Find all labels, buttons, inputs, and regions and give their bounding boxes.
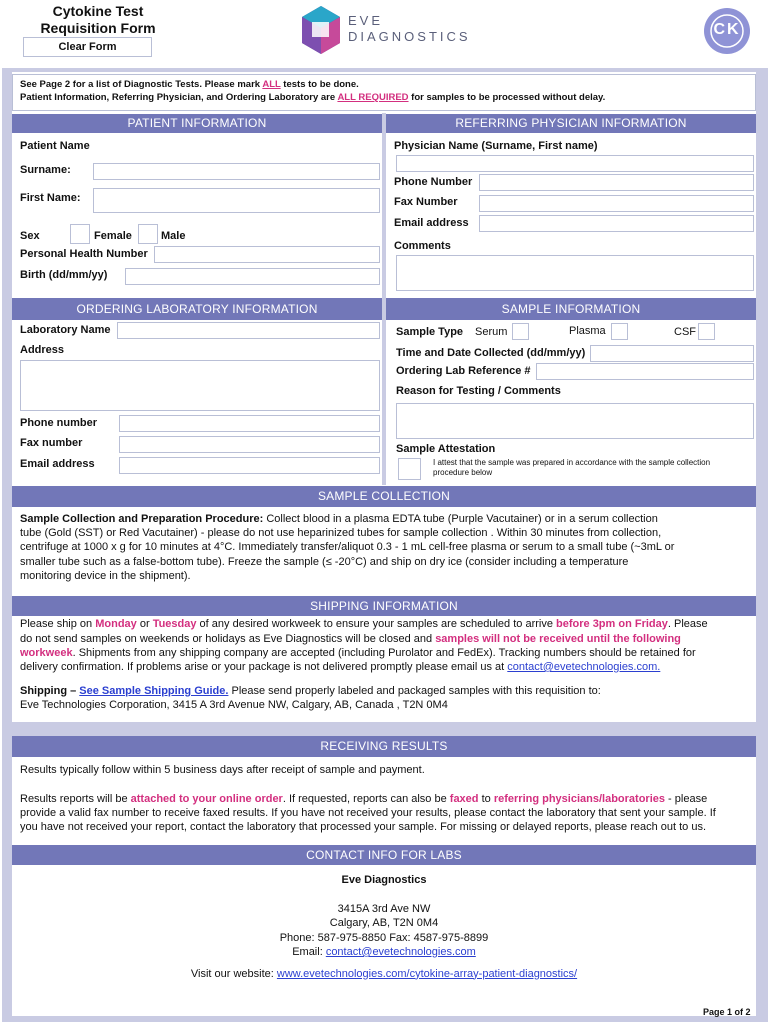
sex-label: Sex (20, 230, 40, 242)
contact-phone: Phone: 587-975-8850 Fax: 4587-975-8899 (279, 931, 489, 944)
notice-line-1: See Page 2 for a list of Diagnostic Tests. Please mark ALL tests to be done. (20, 79, 359, 90)
clear-form-button[interactable]: Clear Form (23, 37, 152, 57)
reason-input[interactable] (396, 403, 754, 439)
shipping-email-link[interactable]: contact@evetechnologies.com. (507, 661, 661, 673)
plasma-checkbox[interactable] (611, 323, 628, 340)
receiving-line-1: Results typically follow within 5 business days after receipt of sample and payment. (20, 764, 425, 776)
receiving-band-bg (2, 722, 768, 736)
contact-addr-1: 3415A 3rd Ave NW (337, 902, 431, 915)
attestation-text: I attest that the sample was prepared in accordance with the sample collection procedure below (433, 458, 711, 477)
lab-reference-input[interactable] (536, 363, 754, 380)
lab-fax-label: Fax number (20, 437, 83, 449)
seal-letters: CK (713, 21, 741, 38)
lab-email-label: Email address (20, 458, 95, 470)
male-label: Male (161, 230, 186, 242)
attestation-checkbox[interactable] (398, 458, 421, 480)
female-label: Female (94, 230, 132, 242)
address-label: Address (20, 344, 65, 356)
collection-line-4: smaller tube such as a false-bottom tube). Freeze the sample (≤ -20°C) and ship on dry ice (consider including a temperature (20, 556, 629, 568)
surname-input[interactable] (93, 163, 380, 180)
physician-fax-input[interactable] (479, 195, 754, 212)
lab-name-label: Laboratory Name (20, 324, 111, 336)
receiving-line-2: Results reports will be attached to your online order. If requested, reports can also be faxed to referring physicians/laboratories - please (20, 793, 708, 805)
contact-addr-2: Calgary, AB, T2N 0M4 (329, 917, 439, 929)
shipping-heading: SHIPPING INFORMATION (12, 596, 756, 616)
physician-heading: REFERRING PHYSICIAN INFORMATION (386, 114, 756, 133)
plasma-label: Plasma (569, 325, 606, 337)
receiving-heading: RECEIVING RESULTS (12, 736, 756, 757)
birth-label: Birth (dd/mm/yy) (20, 269, 108, 281)
sample-type-label: Sample Type (396, 326, 464, 338)
lab-fax-input[interactable] (119, 436, 380, 453)
csf-label: CSF (674, 326, 696, 338)
logo-text: EVE DIAGNOSTICS (348, 13, 471, 44)
shipping-guide-line: Shipping – See Sample Shipping Guide. Please send properly labeled and packaged samples with this requisition to: (20, 685, 601, 697)
surname-label: Surname: (20, 164, 71, 176)
lab-reference-label: Ordering Lab Reference # (396, 365, 531, 377)
receiving-line-3: provide a valid fax number to receive faxed results. If you have not received your results, please contact the laboratory that sent your sample. If (20, 807, 716, 819)
comments-input[interactable] (396, 255, 754, 291)
lab-email-input[interactable] (119, 457, 380, 474)
patient-heading: PATIENT INFORMATION (12, 114, 382, 133)
female-checkbox[interactable] (70, 224, 90, 244)
male-checkbox[interactable] (138, 224, 158, 244)
address-input[interactable] (20, 360, 380, 411)
serum-label: Serum (475, 326, 508, 338)
physician-email-label: Email address (394, 217, 469, 229)
contact-name: Eve Diagnostics (341, 874, 427, 886)
shipping-guide-link[interactable]: See Sample Shipping Guide. (79, 685, 229, 697)
physician-email-input[interactable] (479, 215, 754, 232)
shipping-line-1: Please ship on Monday or Tuesday of any desired workweek to ensure your samples are scheduled to arrive before 3pm on Friday. Please (20, 618, 708, 630)
physician-name-label: Physician Name (Surname, First name) (394, 140, 598, 152)
eve-logo (300, 4, 480, 56)
website-link[interactable]: www.evetechnologies.com/cytokine-array-patient-diagnostics/ (276, 967, 578, 980)
reason-label: Reason for Testing / Comments (396, 385, 561, 397)
contact-website-line: Visit our website: www.evetechnologies.com/cytokine-array-patient-diagnostics/ (190, 967, 578, 980)
lab-name-input[interactable] (117, 322, 380, 339)
shipping-line-3: workweek. Shipments from any shipping company are accepted (including Purolator and FedEx). Tracking numbers should be retained for (20, 647, 696, 659)
eve-logo-icon (300, 4, 342, 56)
sample-heading: SAMPLE INFORMATION (386, 298, 756, 320)
shipping-line-4: delivery confirmation. If problems arise or your package is not delivered promptly please email us at contact@evetechnologies.com. (20, 661, 661, 673)
page-number: Page 1 of 2 (703, 1007, 751, 1017)
contact-heading: CONTACT INFO FOR LABS (12, 845, 756, 865)
phn-input[interactable] (154, 246, 380, 263)
time-collected-label: Time and Date Collected (dd/mm/yy) (396, 347, 586, 359)
collection-line-5: monitoring device in the shipment). (20, 570, 191, 582)
collection-line-1: Sample Collection and Preparation Procedure: Collect blood in a plasma EDTA tube (Purple Vacutainer) or in a serum collection (20, 513, 658, 525)
contact-email-link[interactable]: contact@evetechnologies.com (325, 946, 476, 958)
time-collected-input[interactable] (590, 345, 754, 362)
ck-seal (703, 7, 751, 55)
first-name-label: First Name: (20, 192, 81, 204)
lab-phone-input[interactable] (119, 415, 380, 432)
lab-heading: ORDERING LABORATORY INFORMATION (12, 298, 382, 320)
physician-phone-label: Phone Number (394, 176, 473, 188)
phn-label: Personal Health Number (20, 248, 148, 260)
first-name-input[interactable] (93, 188, 380, 213)
patient-name-label: Patient Name (20, 140, 90, 152)
physician-name-input[interactable] (396, 155, 754, 172)
shipping-address: Eve Technologies Corporation, 3415 A 3rd Avenue NW, Calgary, AB, Canada , T2N 0M4 (20, 699, 448, 711)
collection-heading: SAMPLE COLLECTION (12, 486, 756, 507)
contact-email-line: Email: contact@evetechnologies.com (292, 946, 476, 958)
serum-checkbox[interactable] (512, 323, 529, 340)
attestation-label: Sample Attestation (396, 443, 496, 455)
lab-phone-label: Phone number (20, 417, 98, 429)
comments-label: Comments (394, 240, 451, 252)
receiving-line-4: you have not received your report, contact the laboratory that processed your sample. For missing or delayed reports, please reach out to us. (20, 821, 707, 833)
physician-phone-input[interactable] (479, 174, 754, 191)
contact-block (12, 873, 756, 981)
collection-line-3: centrifuge at 1000 x g for 10 minutes at 4°C. Immediately transfer/aliquot 0.3 - 1 mL cell-free plasma or serum to a small tube (~3mL or (20, 541, 675, 553)
collection-line-2: tube (Gold (SST) or Red Vacutainer) - please do not use heparinized tubes for sample collection . Within 30 minutes from collection, (20, 527, 662, 539)
csf-checkbox[interactable] (698, 323, 715, 340)
birth-input[interactable] (125, 268, 380, 285)
physician-fax-label: Fax Number (394, 196, 458, 208)
notice-line-2: Patient Information, Referring Physician, and Ordering Laboratory are ALL REQUIRED for samples to be processed without delay. (20, 92, 606, 103)
shipping-line-2: do not send samples on weekends or holidays as Eve Diagnostics will be closed and samples will not be received until the following (20, 633, 681, 645)
form-title: Cytokine Test Requisition Form (40, 3, 156, 36)
